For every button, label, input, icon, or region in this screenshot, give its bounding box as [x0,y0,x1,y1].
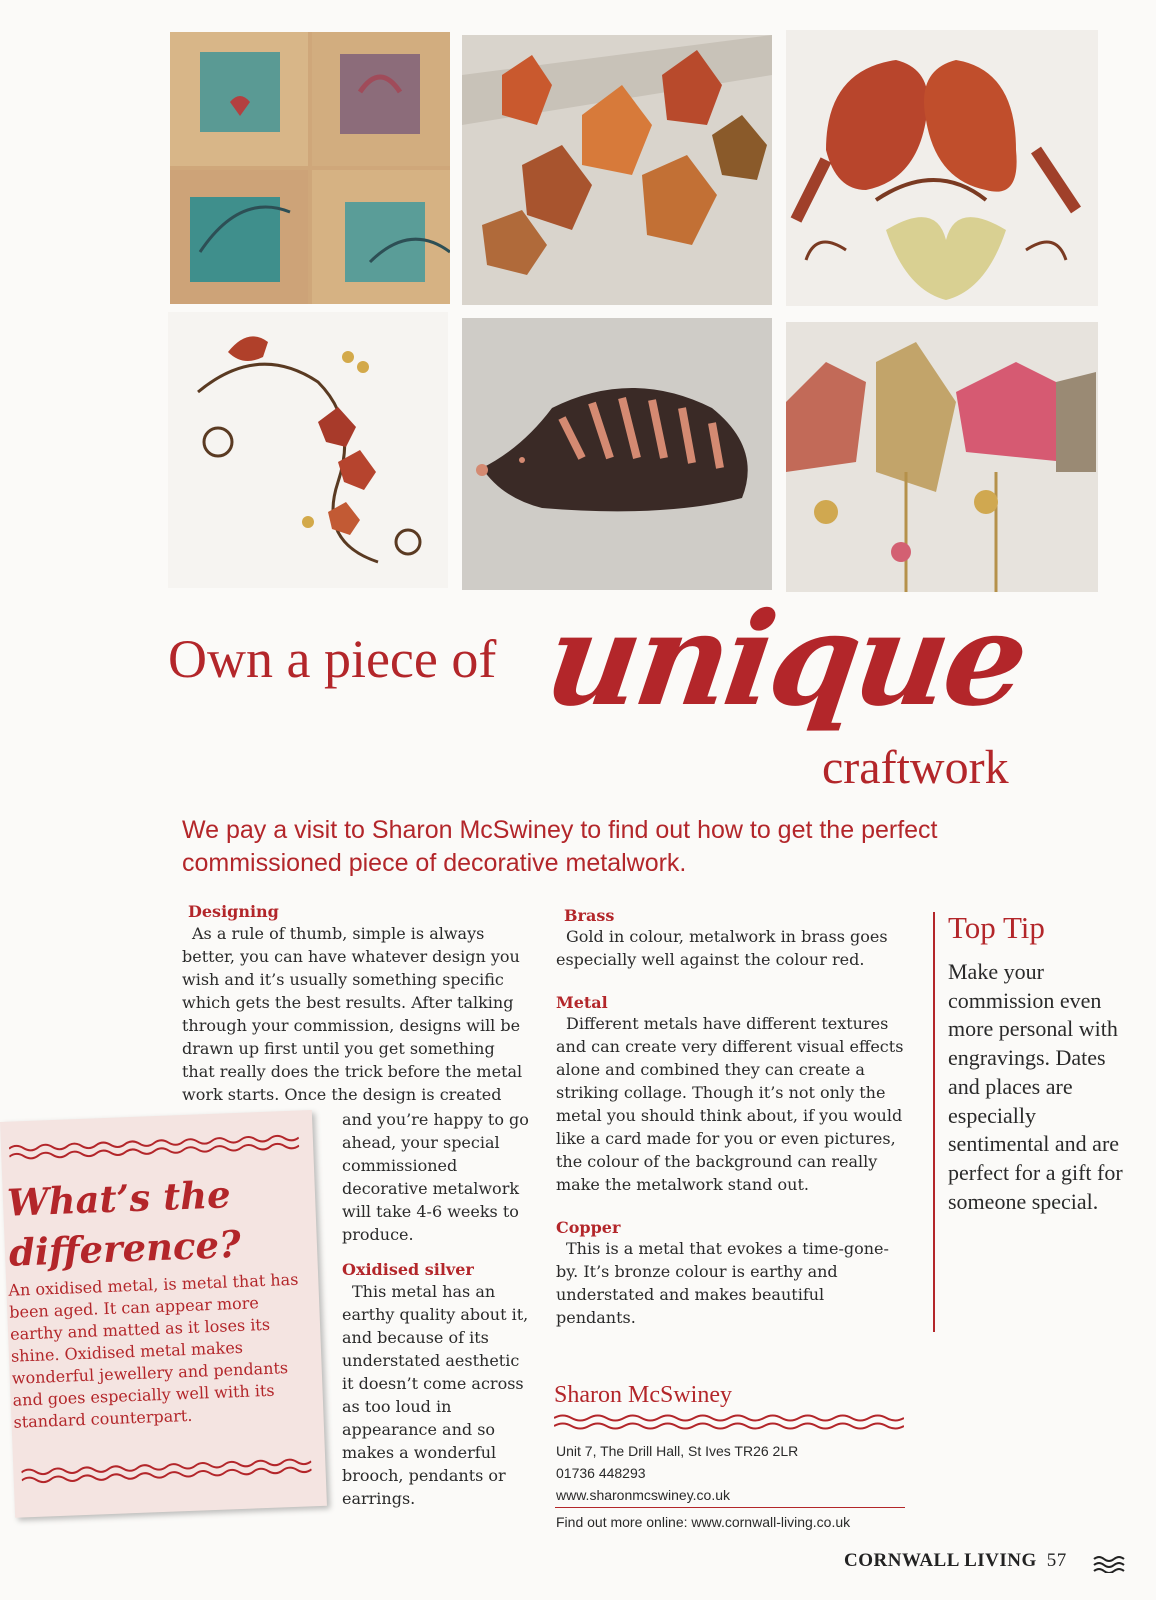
contact-divider [555,1507,905,1508]
magazine-name: CORNWALL LIVING [844,1550,1037,1571]
designing-text-cont: and you’re happy to go ahead, your special commissioned decorative metalwork will take 4-6 weeks to produce. [342,1110,529,1244]
brass-text: Gold in colour, metalwork in brass goes especially well against the colour red. [556,927,888,969]
photo-hedgehog [462,318,772,590]
wave-divider [21,1456,311,1485]
column-1 [182,902,528,1106]
top-tip-title: Top Tip [948,910,1045,945]
top-tip-text: Make your commission even more personal with engravings. Dates and places are especially sentimental and are perfect for a gift for someone special. [948,959,1123,1214]
contact-details [556,1440,798,1506]
copper-heading: Copper [556,1218,621,1237]
oxidised-heading: Oxidised silver [342,1260,474,1279]
difference-sidebar [0,1110,327,1518]
copper-text: This is a metal that evokes a time-gone-by. It’s bronze colour is earthy and understated and makes beautiful pendants. [556,1239,889,1327]
contact-name: Sharon McSwiney [554,1382,732,1408]
standfirst: We pay a visit to Sharon McSwiney to find out how to get the perfect commissioned piece of decorative metalwork. [182,816,938,877]
metal-text: Different metals have different textures and can create very different visual effects alone and combined they can create a striking collage. Though it’s not only the metal you should think about, if you would like a card made for you or even pictures, the colour of the background can really make the metalwork stand out. [556,1014,904,1194]
designing-heading: Designing [188,902,279,921]
headline-part3: craftwork [822,741,1009,794]
wave-divider [9,1133,299,1162]
oxidised-text: This metal has an earthy quality about it, and because of its understated aesthetic it doesn’t come across as too loud in appearance and so makes a wonderful brooch, pendants or earrings. [342,1282,529,1508]
contact-phone: 01736 448293 [556,1465,646,1481]
headline-part1: Own a piece of [168,629,497,689]
contact-address: Unit 7, The Drill Hall, St Ives TR26 2LR [556,1443,799,1459]
photo-leaves [462,35,772,305]
top-tip-rule [933,912,935,1332]
designing-text: As a rule of thumb, simple is always better, you can have whatever design you wish and it’s usually something specific which gets the best results. After talking through your commission, designs will be drawn up first until you get something that really does the trick before the metal work starts. Once the design is created [182,924,523,1104]
brass-heading: Brass [564,906,615,925]
wave-logo-icon [1092,1553,1142,1573]
headline-part2: unique [537,585,1034,735]
photo-birds [786,30,1098,306]
column-1b [342,1108,530,1510]
sidebar-text: An oxidised metal, is metal that has been aged. It can appear more earthy and matted as it loses its shine. Oxidised metal makes wonderful jewellery and pendants and goes especially well with its standard counterpart. [8,1269,299,1432]
contact-website[interactable]: www.sharonmcswiney.co.uk [556,1487,731,1503]
wave-divider [554,1413,904,1431]
column-2 [556,906,906,1329]
page-number: 57 [1046,1550,1067,1571]
page-footer [844,1550,1067,1572]
metal-heading: Metal [556,993,608,1012]
find-out-more-link[interactable]: Find out more online: www.cornwall-living.co.uk [556,1514,851,1530]
photo-animals [786,322,1098,592]
sidebar-title: What’s the difference? [6,1172,242,1275]
photo-tiles [170,32,450,304]
photo-vine [168,312,448,588]
